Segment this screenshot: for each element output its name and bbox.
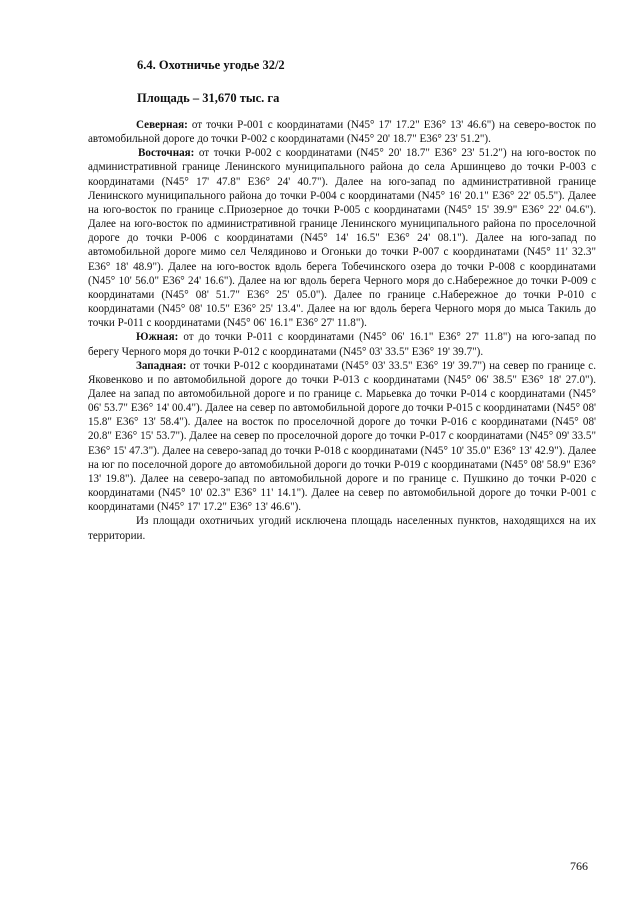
- boundary-north-text: от точки Р-001 с координатами (N45° 17' 17.2" E36° 13' 46.6") на северо-восток по автомобильной дороге до точки Р-002 с координатами (N45° 20' 18.7" E36° 23' 51.2").: [88, 119, 596, 146]
- boundary-south-label: Южная:: [136, 331, 179, 344]
- section-title: 6.4. Охотничье угодье 32/2: [137, 58, 285, 72]
- boundary-east-label: Восточная:: [138, 147, 195, 160]
- boundary-east-text: от точки Р-002 с координатами (N45° 20' 18.7" E36° 23' 51.2") на юго-восток по административной границе Ленинского муниципального района до села Аршинцево до точки Р-003 с координатами (N45° 17' 47.8" E36° 24' 40.7"). Далее на юго-запад по административной границе Ленинского муниципального района до точки Р-004 с координатами (N45° 16' 20.1" E36° 22' 05.5"). Далее на юго-восток по границе с.Приозерное до точки Р-005 с координатами (N45° 15' 39.9" E36° 22' 04.6"). Далее на юго-восток по административной границе Ленинского муниципального района по проселочной дороге до точки Р-006 с координатами (N45° 14' 16.5" E36° 24' 08.1"). Далее на юго-запад по автомобильной дороге мимо сел Челядиново и Огоньки до точки Р-007 с координатами (N45° 11' 32.3" E36° 18' 48.9"). Далее на юго-восток вдоль берега Тобечинского озера до точки Р-008 с координатами (N45° 10' 56.0" E36° 24' 16.6"). Далее на юг вдоль берега Черного моря до с.Набережное до точки Р-009 с координатами (N45° 08' 51.7" E36° 25' 05.0"). Далее по границе с.Набережное до точки Р-010 с координатами (N45° 08' 10.5" E36° 25' 13.4". Далее на юг вдоль берега Черного моря до мыса Такиль до точки Р-011 с координатами (N45° 06' 16.1" E36° 27' 11.8").: [88, 147, 596, 330]
- area-line: Площадь – 31,670 тыс. га: [137, 91, 280, 105]
- boundary-west-paragraph: [88, 359, 596, 515]
- boundary-north-paragraph: [88, 118, 596, 146]
- boundary-south-paragraph: [88, 330, 596, 358]
- boundary-description: [88, 118, 596, 543]
- boundary-west-label: Западная:: [136, 359, 187, 372]
- page-number: 766: [570, 859, 588, 873]
- boundary-south-text: от до точки Р-011 с координатами (N45° 06' 16.1" E36° 27' 11.8") на юго-запад по берегу Черного моря до точки Р-012 с координатами (N45° 03' 33.5" E36° 19' 39.7").: [88, 331, 596, 358]
- boundary-north-label: Северная:: [136, 119, 188, 131]
- boundary-east-paragraph: [88, 146, 596, 330]
- boundary-west-text: от точки Р-012 с координатами (N45° 03' 33.5" E36° 19' 39.7") на север по границе с. Яковенково и по автомобильной дороге до точки Р-013 с координатами (N45° 06' 38.5" E36° 18' 27.0"). Далее на запад по автомобильной дороге и по границе с. Марьевка до точки Р-014 с координатами (N45° 06' 53.7" E36° 14' 00.4"). Далее на север по автомобильной дороге до точки Р-015 с координатами (N45° 08' 15.8" E36° 13' 58.4"). Далее на восток по проселочной дороге до точки Р-016 с координатами (N45° 08' 20.8" E36° 15' 53.7"). Далее на север по проселочной дороге до точки Р-017 с координатами (N45° 09' 33.5" E36° 15' 47.3"). Далее на северо-запад до точки Р-018 с координатами (N45° 10' 35.0" E36° 13' 42.9"). Далее на юг по поселочной дороге до автомобильной дороги до точки Р-019 с координатами (N45° 08' 58.9" E36° 13' 19.8"). Далее на северо-запад по автомобильной дороге и по границе с. Пушкино до точки Р-020 с координатами (N45° 10' 02.3" E36° 11' 14.1"). Далее на север по автомобильной дороге до точки Р-001 с координатами (N45° 17' 17.2" E36° 13' 46.6").: [88, 359, 596, 514]
- exclusion-note: Из площади охотничьих угодий исключена площадь населенных пунктов, находящихся на их территории.: [88, 515, 596, 542]
